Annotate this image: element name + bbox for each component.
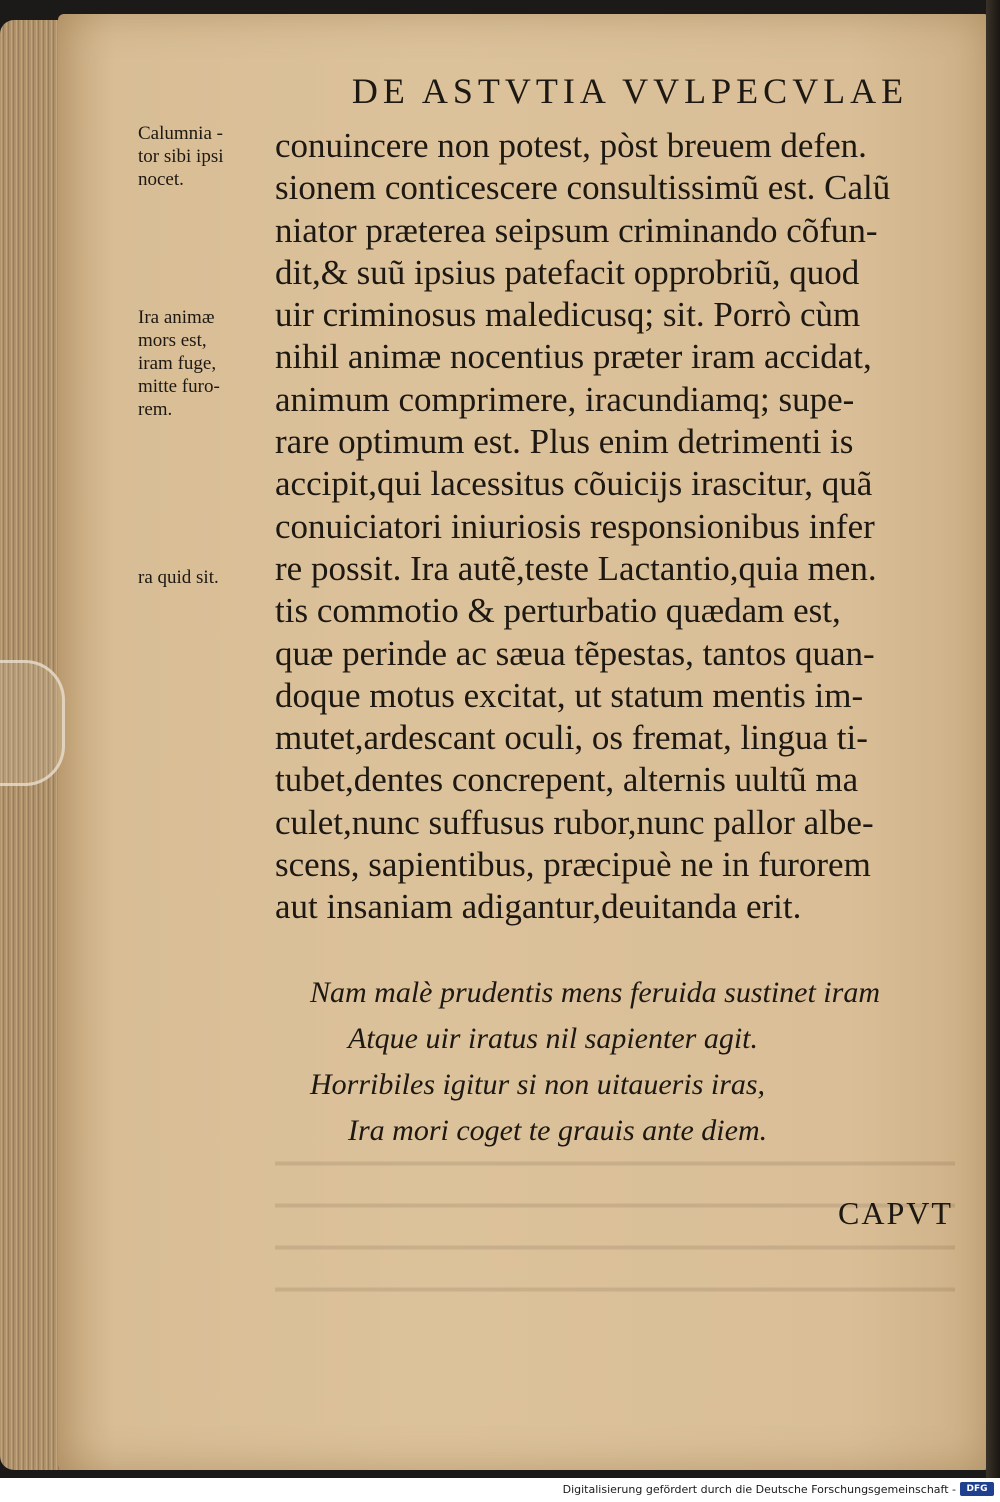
- body-line: mutet,ardescant oculi, os fremat, lingua ti-: [275, 718, 868, 758]
- body-line: uir criminosus maledicusq; sit. Porrò cùm: [275, 295, 861, 335]
- footer-credit: Digitalisierung gefördert durch die Deutsche Forschungsgemeinschaft -: [562, 1483, 956, 1496]
- marginal-note-line: rem.: [138, 399, 173, 420]
- marginal-note-line: nocet.: [138, 169, 184, 190]
- body-text: [275, 125, 965, 929]
- dfg-logo: DFG: [960, 1482, 994, 1496]
- verse-block: [310, 970, 940, 1154]
- body-line: culet,nunc suffusus rubor,nunc pallor albe-: [275, 802, 874, 842]
- verse-line: Horribiles igitur si non uitaueris iras,: [310, 1068, 766, 1101]
- binding-shadow: [986, 0, 1000, 1478]
- marginal-note-line: iram fuge,: [138, 353, 217, 374]
- body-line: scens, sapientibus, præcipuè ne in furorem: [275, 845, 871, 885]
- body-line: conuincere non potest, pòst breuem defen.: [275, 126, 867, 165]
- marginal-note-ira-animae: [138, 306, 268, 421]
- marginal-note-line: mitte furo-: [138, 376, 220, 397]
- marginal-note-line: Calumnia -: [138, 123, 223, 144]
- body-line: tis commotio & perturbatio quædam est,: [275, 591, 841, 631]
- body-line: nihil animæ nocentius præter iram accidat,: [275, 337, 872, 377]
- body-line: re possit. Ira autẽ,teste Lactantio,quia men.: [275, 548, 877, 588]
- marginal-note-calumniator: [138, 122, 268, 191]
- body-line: aut insaniam adigantur,deuitanda erit.: [275, 887, 802, 927]
- marginal-note-line: tor sibi ipsi: [138, 146, 224, 167]
- verse-line: Atque uir iratus nil sapienter agit.: [348, 1022, 758, 1055]
- body-line: niator præterea seipsum criminando cõfun-: [275, 210, 878, 250]
- marginal-note-line: Ira animæ: [138, 307, 215, 328]
- running-title: DE ASTVTIA VVLPECVLAE: [351, 71, 909, 111]
- body-line: tubet,dentes concrepent, alternis uultũ ma: [275, 760, 859, 800]
- marginal-note-line: mors est,: [138, 330, 207, 351]
- catchword: CAPVT: [838, 1195, 953, 1231]
- body-line: doque motus excitat, ut statum mentis im-: [275, 675, 864, 715]
- marginal-note-line: ra quid sit.: [138, 567, 219, 588]
- body-line: conuiciatori iniuriosis responsionibus infer: [275, 506, 875, 546]
- verse-line: Nam malè prudentis mens feruida sustinet iram: [310, 976, 880, 1009]
- body-line: animum comprimere, iracundiamq; supe-: [275, 379, 855, 419]
- marginal-note-ira-quid-sit: [138, 566, 268, 589]
- body-line: quæ perinde ac sæua tẽpestas, tantos quan-: [275, 633, 875, 673]
- verse-line: Ira mori coget te grauis ante diem.: [348, 1114, 768, 1147]
- body-line: rare optimum est. Plus enim detrimenti is: [275, 422, 854, 462]
- footer-bar: [0, 1478, 1000, 1502]
- page-clip: [0, 660, 65, 786]
- body-line: sionem conticescere consultissimũ est. Calũ: [275, 168, 891, 208]
- body-line: dit,& suũ ipsius patefacit opprobriũ, quod: [275, 252, 860, 292]
- body-line: accipit,qui lacessitus cõuicijs irascitur, quã: [275, 464, 873, 504]
